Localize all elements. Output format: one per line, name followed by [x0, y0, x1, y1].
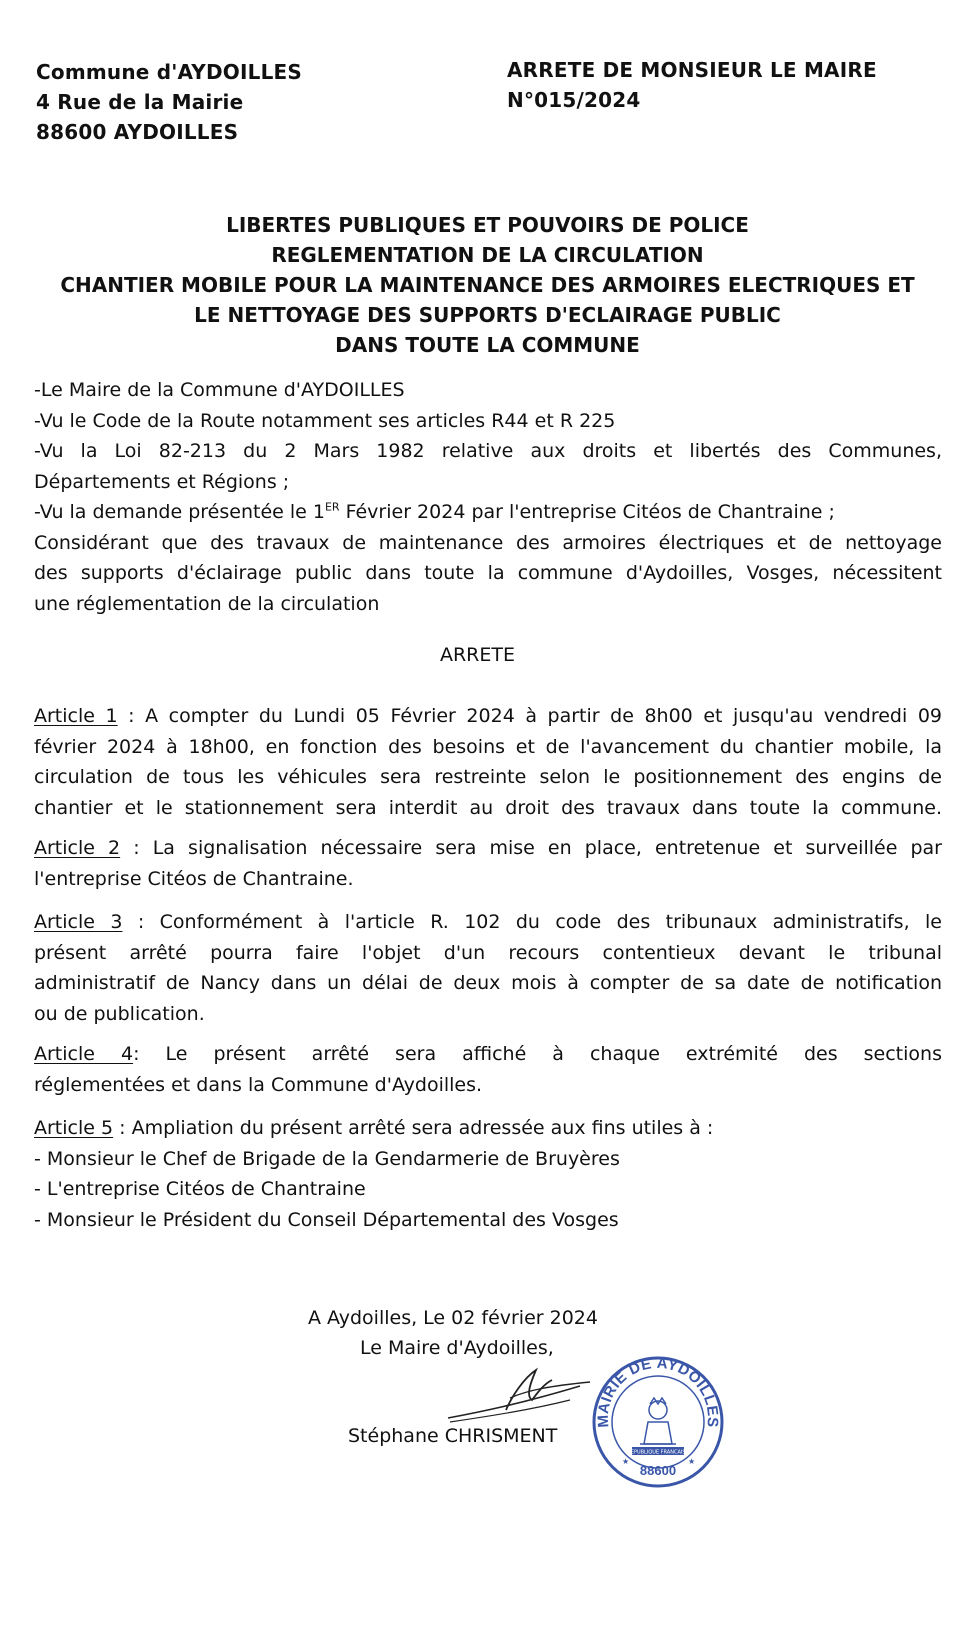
article-line: administratif de Nancy dans un délai de deux mois à compter de sa date de notification	[34, 972, 942, 994]
title-line: REGLEMENTATION DE LA CIRCULATION	[271, 243, 704, 267]
article-label: Article 3	[34, 911, 123, 933]
article-line: circulation de tous les véhicules sera restreinte selon le positionnement des engins de	[34, 766, 942, 788]
article-line	[34, 833, 942, 864]
article-line	[34, 1113, 942, 1144]
preamble-line: -Vu le Code de la Route notamment ses articles R44 et R 225	[34, 409, 616, 432]
recipient-line: - Monsieur le Président du Conseil Départemental des Vosges	[34, 1208, 619, 1231]
article-label: Article 5	[34, 1117, 114, 1139]
article-line: chantier et le stationnement sera interdit au droit des travaux dans toute la commune.	[34, 796, 942, 819]
article-line: présent arrêté pourra faire l'objet d'un recours contentieux devant le tribunal	[34, 941, 942, 964]
article-text: : Conformément à l'article R. 102 du code des tribunaux administratifs, le	[122, 911, 942, 933]
article-2	[34, 833, 942, 894]
marianne-emblem-icon	[640, 1398, 676, 1444]
article-line	[34, 1039, 942, 1070]
recipient-line: - L'entreprise Citéos de Chantraine	[34, 1178, 366, 1200]
article-line	[34, 907, 942, 938]
preamble-line: des supports d'éclairage public dans toute la commune d'Aydoilles, Vosges, nécessitent	[34, 562, 942, 584]
article-line: février 2024 à 18h00, en fonction des besoins et de l'avancement du chantier mobile, la	[34, 735, 942, 758]
title-line: LE NETTOYAGE DES SUPPORTS D'ECLAIRAGE PUBLIC	[194, 303, 781, 327]
preamble	[34, 375, 942, 619]
article-label: Article 4	[34, 1043, 134, 1065]
arrete-heading: ARRETE	[439, 644, 516, 666]
title-line: LIBERTES PUBLIQUES ET POUVOIRS DE POLICE	[226, 213, 749, 237]
mayor-name: Stéphane CHRISMENT	[348, 1425, 558, 1447]
article-1	[34, 701, 942, 823]
star-icon: ★	[622, 1457, 630, 1466]
title-line: CHANTIER MOBILE POUR LA MAINTENANCE DES ARMOIRES ELECTRIQUES ET	[60, 273, 915, 297]
article-label: Article 2	[34, 837, 121, 859]
preamble-line	[34, 497, 942, 528]
article-text: : A compter du Lundi 05 Février 2024 à partir de 8h00 et jusqu'au vendredi 09	[117, 705, 942, 727]
preamble-line: Départements et Régions ;	[34, 470, 290, 493]
article-label: Article 1	[34, 705, 118, 727]
article-4	[34, 1039, 942, 1100]
preamble-line: -Vu la Loi 82-213 du 2 Mars 1982 relative aux droits et libertés des Communes,	[34, 440, 942, 462]
preamble-text: Février 2024 par l'entreprise Citéos de Chantraine ;	[339, 501, 835, 523]
place-date: A Aydoilles, Le 02 février 2024	[308, 1307, 598, 1329]
mairie-stamp	[588, 1352, 728, 1492]
stamp-band-text: REPUBLIQUE FRANCAISE	[627, 1449, 689, 1456]
mayor-title: Le Maire d'Aydoilles,	[360, 1337, 554, 1359]
stamp-postcode: 88600	[639, 1463, 677, 1478]
recipient-line: - Monsieur le Chef de Brigade de la Gendarmerie de Bruyères	[34, 1147, 620, 1170]
article-text: : Le présent arrêté sera affiché à chaque extrémité des sections	[133, 1043, 942, 1065]
article-5	[34, 1113, 942, 1235]
decree-heading: ARRETE DE MONSIEUR LE MAIRE	[507, 58, 877, 82]
handwritten-signature	[440, 1360, 600, 1430]
decree-title	[20, 210, 955, 360]
preamble-line: une réglementation de la circulation	[34, 592, 380, 615]
article-text: : Ampliation du présent arrêté sera adressée aux fins utiles à :	[113, 1117, 714, 1139]
article-line	[34, 701, 942, 732]
superscript: ER	[324, 500, 340, 514]
article-line: l'entreprise Citéos de Chantraine.	[34, 867, 354, 890]
decree-number: N°015/2024	[507, 88, 641, 112]
article-3	[34, 907, 942, 1029]
preamble-text: -Vu la demande présentée le 1	[34, 501, 325, 523]
article-line: ou de publication.	[34, 1002, 205, 1025]
article-line: réglementées et dans la Commune d'Aydoilles.	[34, 1073, 483, 1096]
preamble-line: Considérant que des travaux de maintenance des armoires électriques et de nettoyage	[34, 531, 942, 554]
star-icon: ★	[688, 1457, 696, 1466]
article-text: : La signalisation nécessaire sera mise en place, entretenue et surveillée par	[120, 837, 942, 859]
commune-address-block	[36, 57, 302, 147]
title-line: DANS TOUTE LA COMMUNE	[335, 333, 640, 357]
commune-street: 4 Rue de la Mairie	[36, 90, 244, 114]
stamp-arc-text: MAIRIE DE AYDOILLES	[594, 1354, 722, 1429]
commune-name: Commune d'AYDOILLES	[36, 60, 302, 84]
preamble-line: -Le Maire de la Commune d'AYDOILLES	[34, 379, 405, 401]
commune-postal: 88600 AYDOILLES	[36, 120, 239, 144]
decree-reference-block	[507, 55, 877, 115]
